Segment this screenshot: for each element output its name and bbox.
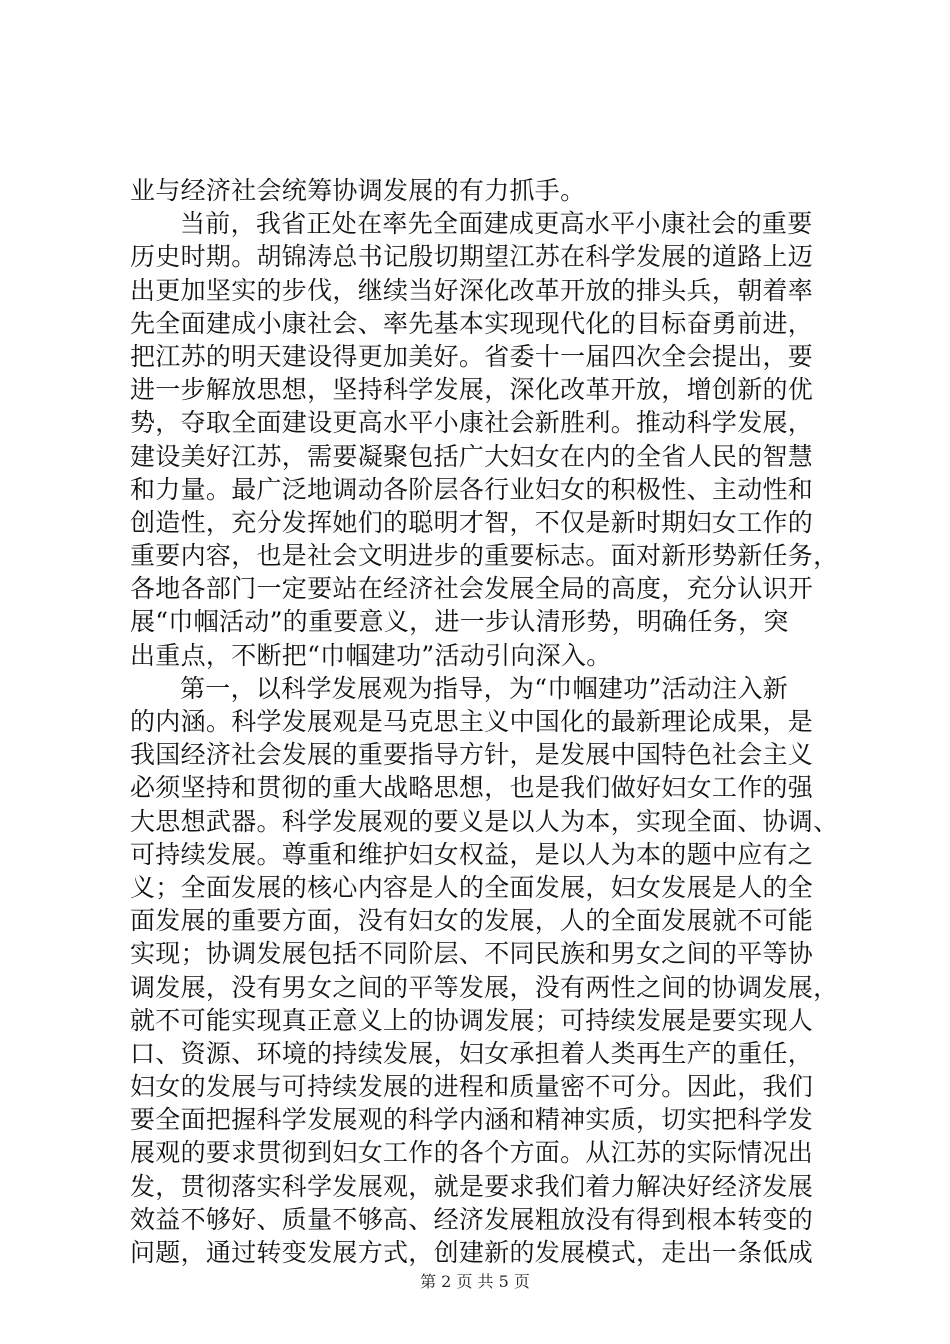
text-line: 大思想武器。科学发展观的要义是以人为本，实现全面、协调、 xyxy=(130,806,839,836)
text-line: 效益不够好、质量不够高、经济发展粗放没有得到根本转变的 xyxy=(130,1204,814,1234)
text-line: 义；全面发展的核心内容是人的全面发展，妇女发展是人的全 xyxy=(130,872,814,902)
text-line: 重要内容，也是社会文明进步的重要标志。面对新形势新任务， xyxy=(130,541,839,571)
text-line: 出更加坚实的步伐，继续当好深化改革开放的排头兵，朝着率 xyxy=(130,275,814,305)
text-line: 发，贯彻落实科学发展观，就是要求我们着力解决好经济发展 xyxy=(130,1171,814,1201)
text-line: 口、资源、环境的持续发展，妇女承担着人类再生产的重任， xyxy=(130,1038,814,1068)
text-line: 先全面建成小康社会、率先基本实现现代化的目标奋勇前进， xyxy=(130,308,814,338)
page-footer: 第 2 页 共 5 页 xyxy=(420,1272,530,1291)
text-line: 和力量。最广泛地调动各阶层各行业妇女的积极性、主动性和 xyxy=(130,474,814,504)
text-line: 可持续发展。尊重和维护妇女权益，是以人为本的题中应有之 xyxy=(130,839,814,869)
text-line: 问题，通过转变发展方式，创建新的发展模式，走出一条低成 xyxy=(130,1238,814,1267)
text-line: 实现；协调发展包括不同阶层、不同民族和男女之间的平等协 xyxy=(130,939,814,969)
body-text xyxy=(130,174,839,1269)
text-line: 妇女的发展与可持续发展的进程和质量密不可分。因此，我们 xyxy=(130,1072,814,1102)
text-line: 要全面把握科学发展观的科学内涵和精神实质，切实把科学发 xyxy=(130,1105,814,1135)
text-line: 历史时期。胡锦涛总书记殷切期望江苏在科学发展的道路上迈 xyxy=(130,242,814,272)
text-line: 把江苏的明天建设得更加美好。省委十一届四次全会提出，要 xyxy=(130,341,814,371)
text-line: 就不可能实现真正意义上的协调发展；可持续发展是要实现人 xyxy=(130,1005,814,1035)
text-line: 展观的要求贯彻到妇女工作的各个方面。从江苏的实际情况出 xyxy=(130,1138,814,1168)
text-line: 各地各部门一定要站在经济社会发展全局的高度，充分认识开 xyxy=(130,574,814,604)
text-line: 创造性，充分发挥她们的聪明才智，不仅是新时期妇女工作的 xyxy=(130,507,814,537)
text-line: 调发展，没有男女之间的平等发展，没有两性之间的协调发展， xyxy=(130,972,839,1002)
text-line: 必须坚持和贯彻的重大战略思想，也是我们做好妇女工作的强 xyxy=(130,773,814,803)
text-line: 建设美好江苏，需要凝聚包括广大妇女在内的全省人民的智慧 xyxy=(130,441,814,471)
text-line: 业与经济社会统筹协调发展的有力抓手。 xyxy=(130,176,586,205)
text-line: 我国经济社会发展的重要指导方针，是发展中国特色社会主义 xyxy=(130,740,814,770)
text-line: 展“巾帼活动”的重要意义，进一步认清形势，明确任务，突 xyxy=(130,607,789,637)
text-line: 面发展的重要方面，没有妇女的发展，人的全面发展就不可能 xyxy=(130,906,814,936)
text-line: 的内涵。科学发展观是马克思主义中国化的最新理论成果，是 xyxy=(130,707,814,736)
text-line: 进一步解放思想，坚持科学发展，深化改革开放，增创新的优 xyxy=(130,375,814,405)
text-line: 势，夺取全面建设更高水平小康社会新胜利。推动科学发展， xyxy=(130,408,814,438)
text-line: 出重点，不断把“巾帼建功”活动引向深入。 xyxy=(130,640,612,670)
text-line: 当前，我省正处在率先全面建成更高水平小康社会的重要 xyxy=(180,209,813,239)
text-line: 第一，以科学发展观为指导，为“巾帼建功”活动注入新 xyxy=(180,673,789,703)
